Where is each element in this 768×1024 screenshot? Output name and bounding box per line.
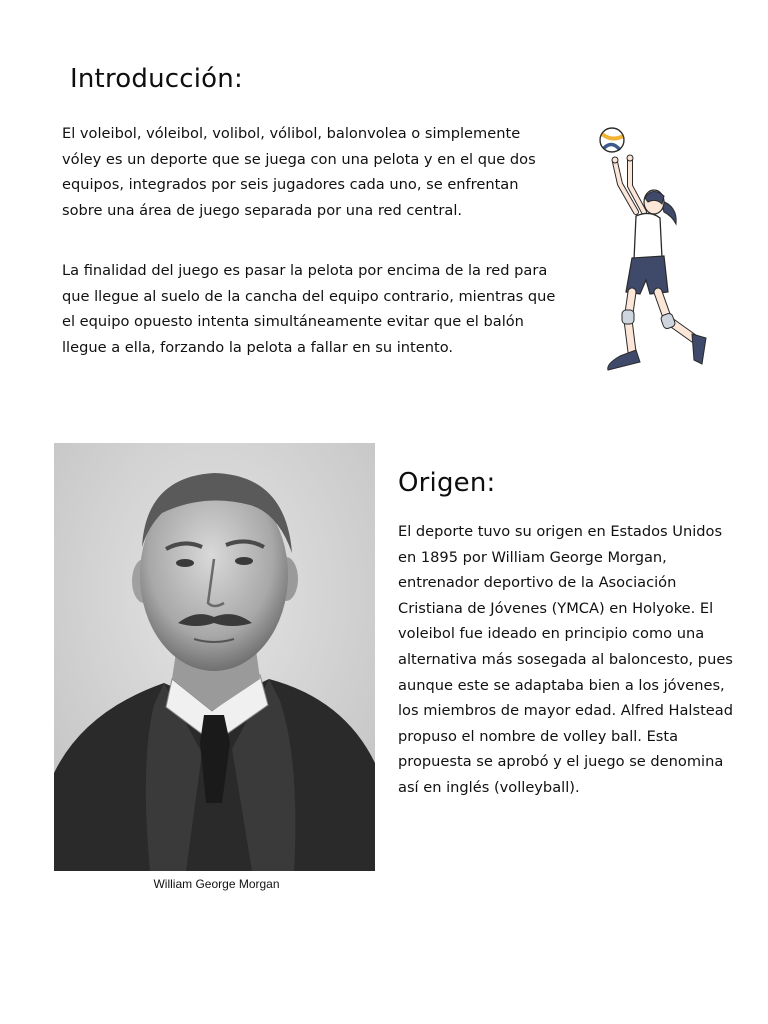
origin-paragraph: El deporte tuvo su origen en Estados Unidos en 1895 por William George Morgan, entrenador deportivo de la Asociación Cristiana de Jóvenes (YMCA) en Holyoke. El voleibol fue ideado en principio como una alternativa más sosegada al baloncesto, pues aunque este se adaptaba bien a los jóvenes, los miembros de mayor edad. Alfred Halstead propuso el nombre de volley ball. Esta propuesta se aprobó y el juego se denomina así en inglés (volleyball). (398, 523, 733, 796)
intro-paragraph-1: El voleibol, vóleibol, volibol, vólibol, balonvolea o simplemente vóley es un deporte que se juega con una pelota y en el que dos equipos, integrados por seis jugadores cada uno, se enfrentan sobre una área de juego separada por una red central. (62, 125, 536, 219)
portrait-caption: William George Morgan (153, 877, 280, 891)
volleyball-player-illustration (590, 120, 720, 380)
portrait-photo (54, 443, 375, 871)
origin-heading: Origen: (398, 468, 496, 498)
volleyball-ball (600, 128, 624, 152)
intro-paragraph-2: La finalidad del juego es pasar la pelota por encima de la red para que llegue al suelo de la cancha del equipo contrario, mientras que el equipo opuesto intenta simultáneamente evitar que el balón llegue a ella, forzando la pelota a fallar en su intento. (62, 262, 556, 356)
intro-heading: Introducción: (70, 64, 243, 94)
